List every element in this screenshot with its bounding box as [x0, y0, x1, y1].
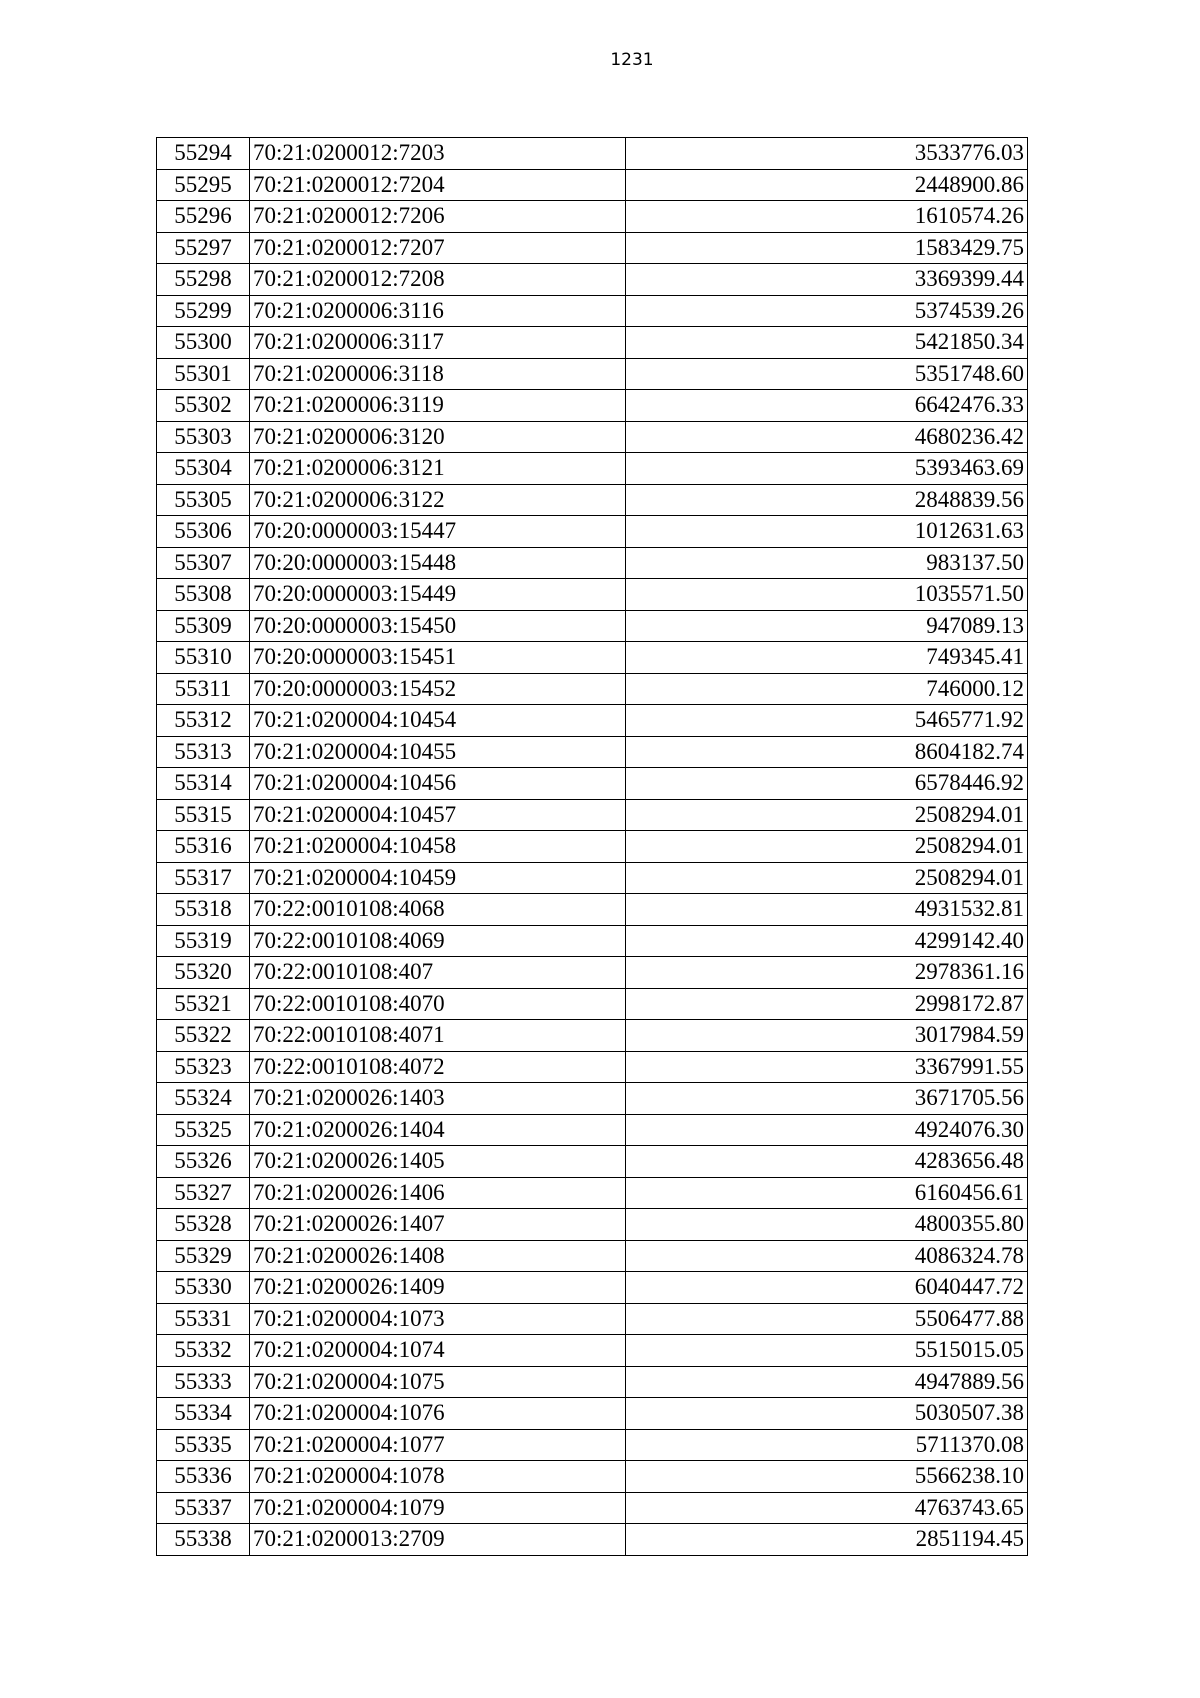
value-cell: 2848839.56	[626, 484, 1028, 516]
cadastral-number-cell: 70:21:0200004:1078	[250, 1461, 626, 1493]
value-cell: 4680236.42	[626, 421, 1028, 453]
row-number-cell: 55323	[157, 1051, 250, 1083]
value-cell: 5566238.10	[626, 1461, 1028, 1493]
row-number-cell: 55331	[157, 1303, 250, 1335]
value-cell: 5030507.38	[626, 1398, 1028, 1430]
table-row	[157, 358, 1028, 390]
value-cell: 2508294.01	[626, 799, 1028, 831]
row-number-cell: 55337	[157, 1492, 250, 1524]
cadastral-number-cell: 70:21:0200026:1406	[250, 1177, 626, 1209]
row-number-cell: 55305	[157, 484, 250, 516]
cadastral-number-cell: 70:21:0200006:3120	[250, 421, 626, 453]
row-number-cell: 55313	[157, 736, 250, 768]
table-row	[157, 1429, 1028, 1461]
cadastral-number-cell: 70:21:0200026:1409	[250, 1272, 626, 1304]
value-cell: 5351748.60	[626, 358, 1028, 390]
value-cell: 5506477.88	[626, 1303, 1028, 1335]
value-cell: 1583429.75	[626, 232, 1028, 264]
row-number-cell: 55328	[157, 1209, 250, 1241]
table-row	[157, 484, 1028, 516]
value-cell: 1012631.63	[626, 516, 1028, 548]
value-cell: 947089.13	[626, 610, 1028, 642]
row-number-cell: 55338	[157, 1524, 250, 1556]
cadastral-number-cell: 70:21:0200004:10459	[250, 862, 626, 894]
cadastral-number-cell: 70:21:0200026:1404	[250, 1114, 626, 1146]
value-cell: 3367991.55	[626, 1051, 1028, 1083]
cadastral-number-cell: 70:21:0200006:3117	[250, 327, 626, 359]
row-number-cell: 55312	[157, 705, 250, 737]
table-row	[157, 1177, 1028, 1209]
row-number-cell: 55318	[157, 894, 250, 926]
cadastral-number-cell: 70:21:0200026:1408	[250, 1240, 626, 1272]
row-number-cell: 55304	[157, 453, 250, 485]
row-number-cell: 55308	[157, 579, 250, 611]
value-cell: 3369399.44	[626, 264, 1028, 296]
cadastral-number-cell: 70:20:0000003:15449	[250, 579, 626, 611]
cadastral-number-cell: 70:22:0010108:407	[250, 957, 626, 989]
row-number-cell: 55299	[157, 295, 250, 327]
table-row	[157, 516, 1028, 548]
table-row	[157, 1461, 1028, 1493]
row-number-cell: 55295	[157, 169, 250, 201]
value-cell: 4283656.48	[626, 1146, 1028, 1178]
value-cell: 1035571.50	[626, 579, 1028, 611]
cadastral-number-cell: 70:20:0000003:15447	[250, 516, 626, 548]
value-cell: 5393463.69	[626, 453, 1028, 485]
row-number-cell: 55322	[157, 1020, 250, 1052]
cadastral-number-cell: 70:21:0200012:7204	[250, 169, 626, 201]
table-row	[157, 138, 1028, 170]
cadastral-number-cell: 70:21:0200006:3121	[250, 453, 626, 485]
cadastral-number-cell: 70:22:0010108:4068	[250, 894, 626, 926]
row-number-cell: 55316	[157, 831, 250, 863]
value-cell: 4947889.56	[626, 1366, 1028, 1398]
cadastral-number-cell: 70:21:0200004:10454	[250, 705, 626, 737]
value-cell: 2851194.45	[626, 1524, 1028, 1556]
row-number-cell: 55298	[157, 264, 250, 296]
table-body	[157, 138, 1028, 1556]
value-cell: 5374539.26	[626, 295, 1028, 327]
cadastral-number-cell: 70:21:0200004:10455	[250, 736, 626, 768]
table-row	[157, 327, 1028, 359]
row-number-cell: 55315	[157, 799, 250, 831]
value-cell: 4086324.78	[626, 1240, 1028, 1272]
cadastral-number-cell: 70:21:0200012:7208	[250, 264, 626, 296]
row-number-cell: 55321	[157, 988, 250, 1020]
cadastral-number-cell: 70:22:0010108:4071	[250, 1020, 626, 1052]
table-row	[157, 169, 1028, 201]
table-row	[157, 610, 1028, 642]
row-number-cell: 55320	[157, 957, 250, 989]
value-cell: 4931532.81	[626, 894, 1028, 926]
table-row	[157, 453, 1028, 485]
row-number-cell: 55319	[157, 925, 250, 957]
table-row	[157, 1114, 1028, 1146]
table-row	[157, 831, 1028, 863]
cadastral-number-cell: 70:21:0200026:1405	[250, 1146, 626, 1178]
value-cell: 746000.12	[626, 673, 1028, 705]
cadastral-number-cell: 70:21:0200004:1073	[250, 1303, 626, 1335]
value-cell: 983137.50	[626, 547, 1028, 579]
value-cell: 3017984.59	[626, 1020, 1028, 1052]
cadastral-number-cell: 70:21:0200004:1076	[250, 1398, 626, 1430]
value-cell: 1610574.26	[626, 201, 1028, 233]
row-number-cell: 55294	[157, 138, 250, 170]
cadastral-number-cell: 70:22:0010108:4072	[250, 1051, 626, 1083]
row-number-cell: 55332	[157, 1335, 250, 1367]
table-row	[157, 862, 1028, 894]
cadastral-number-cell: 70:21:0200006:3116	[250, 295, 626, 327]
row-number-cell: 55334	[157, 1398, 250, 1430]
table-row	[157, 232, 1028, 264]
row-number-cell: 55297	[157, 232, 250, 264]
row-number-cell: 55301	[157, 358, 250, 390]
table-row	[157, 1335, 1028, 1367]
cadastral-number-cell: 70:21:0200004:1074	[250, 1335, 626, 1367]
row-number-cell: 55311	[157, 673, 250, 705]
table-row	[157, 799, 1028, 831]
table-row	[157, 673, 1028, 705]
table-row	[157, 957, 1028, 989]
table-row	[157, 201, 1028, 233]
table-row	[157, 1240, 1028, 1272]
row-number-cell: 55309	[157, 610, 250, 642]
row-number-cell: 55302	[157, 390, 250, 422]
value-cell: 6642476.33	[626, 390, 1028, 422]
value-cell: 5515015.05	[626, 1335, 1028, 1367]
cadastral-number-cell: 70:21:0200012:7206	[250, 201, 626, 233]
cadastral-number-cell: 70:22:0010108:4070	[250, 988, 626, 1020]
value-cell: 8604182.74	[626, 736, 1028, 768]
value-cell: 4763743.65	[626, 1492, 1028, 1524]
row-number-cell: 55314	[157, 768, 250, 800]
row-number-cell: 55296	[157, 201, 250, 233]
cadastral-number-cell: 70:20:0000003:15448	[250, 547, 626, 579]
cadastral-number-cell: 70:21:0200012:7203	[250, 138, 626, 170]
value-cell: 6040447.72	[626, 1272, 1028, 1304]
row-number-cell: 55329	[157, 1240, 250, 1272]
cadastral-number-cell: 70:21:0200004:1077	[250, 1429, 626, 1461]
table-row	[157, 421, 1028, 453]
row-number-cell: 55325	[157, 1114, 250, 1146]
table-row	[157, 264, 1028, 296]
value-cell: 5465771.92	[626, 705, 1028, 737]
cadastral-number-cell: 70:21:0200013:2709	[250, 1524, 626, 1556]
table-row	[157, 1272, 1028, 1304]
row-number-cell: 55310	[157, 642, 250, 674]
row-number-cell: 55336	[157, 1461, 250, 1493]
cadastral-number-cell: 70:22:0010108:4069	[250, 925, 626, 957]
table-row	[157, 1303, 1028, 1335]
cadastral-number-cell: 70:21:0200006:3122	[250, 484, 626, 516]
row-number-cell: 55326	[157, 1146, 250, 1178]
value-cell: 6160456.61	[626, 1177, 1028, 1209]
table-row	[157, 988, 1028, 1020]
cadastral-number-cell: 70:21:0200004:10457	[250, 799, 626, 831]
table-row	[157, 579, 1028, 611]
value-cell: 5711370.08	[626, 1429, 1028, 1461]
cadastral-number-cell: 70:21:0200026:1403	[250, 1083, 626, 1115]
value-cell: 5421850.34	[626, 327, 1028, 359]
row-number-cell: 55303	[157, 421, 250, 453]
table-row	[157, 768, 1028, 800]
table-row	[157, 547, 1028, 579]
cadastral-number-cell: 70:21:0200004:10458	[250, 831, 626, 863]
cadastral-number-cell: 70:21:0200004:10456	[250, 768, 626, 800]
table-row	[157, 390, 1028, 422]
cadastral-number-cell: 70:21:0200012:7207	[250, 232, 626, 264]
table-row	[157, 295, 1028, 327]
table-row	[157, 705, 1028, 737]
value-cell: 4924076.30	[626, 1114, 1028, 1146]
value-cell: 2508294.01	[626, 862, 1028, 894]
table-row	[157, 1146, 1028, 1178]
row-number-cell: 55324	[157, 1083, 250, 1115]
table-row	[157, 736, 1028, 768]
row-number-cell: 55307	[157, 547, 250, 579]
value-cell: 749345.41	[626, 642, 1028, 674]
cadastral-number-cell: 70:20:0000003:15451	[250, 642, 626, 674]
cadastral-number-cell: 70:21:0200004:1075	[250, 1366, 626, 1398]
cadastral-number-cell: 70:21:0200026:1407	[250, 1209, 626, 1241]
table-row	[157, 1083, 1028, 1115]
page-number: 1231	[610, 50, 654, 70]
row-number-cell: 55333	[157, 1366, 250, 1398]
row-number-cell: 55330	[157, 1272, 250, 1304]
row-number-cell: 55300	[157, 327, 250, 359]
table-row	[157, 1398, 1028, 1430]
table-row	[157, 642, 1028, 674]
table-row	[157, 1020, 1028, 1052]
table-row	[157, 1209, 1028, 1241]
value-cell: 4800355.80	[626, 1209, 1028, 1241]
value-cell: 6578446.92	[626, 768, 1028, 800]
table-row	[157, 1492, 1028, 1524]
cadastral-number-cell: 70:21:0200006:3119	[250, 390, 626, 422]
cadastral-number-cell: 70:21:0200006:3118	[250, 358, 626, 390]
value-cell: 2998172.87	[626, 988, 1028, 1020]
value-cell: 4299142.40	[626, 925, 1028, 957]
row-number-cell: 55327	[157, 1177, 250, 1209]
table-row	[157, 1051, 1028, 1083]
cadastral-number-cell: 70:21:0200004:1079	[250, 1492, 626, 1524]
row-number-cell: 55317	[157, 862, 250, 894]
value-cell: 2508294.01	[626, 831, 1028, 863]
table-row	[157, 1524, 1028, 1556]
table-row	[157, 894, 1028, 926]
row-number-cell: 55306	[157, 516, 250, 548]
table-row	[157, 925, 1028, 957]
value-cell: 2978361.16	[626, 957, 1028, 989]
row-number-cell: 55335	[157, 1429, 250, 1461]
cadastral-number-cell: 70:20:0000003:15452	[250, 673, 626, 705]
value-cell: 3671705.56	[626, 1083, 1028, 1115]
value-cell: 2448900.86	[626, 169, 1028, 201]
cadastral-number-cell: 70:20:0000003:15450	[250, 610, 626, 642]
value-cell: 3533776.03	[626, 138, 1028, 170]
data-table	[156, 137, 1028, 1556]
table-row	[157, 1366, 1028, 1398]
